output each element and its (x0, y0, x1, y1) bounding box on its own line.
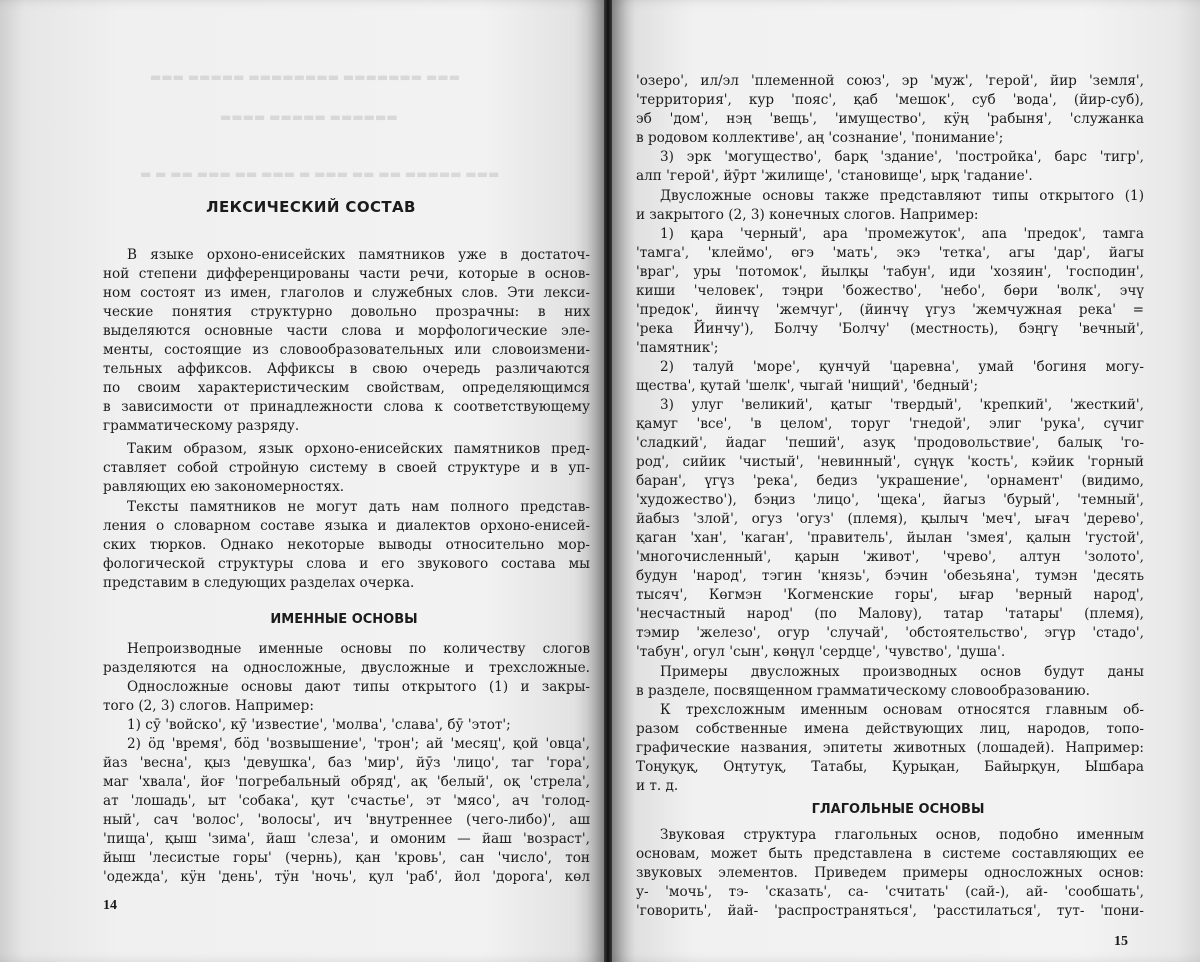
text-line: 'художество'), бэңиз 'лицо', 'щека', йагыз 'бурый', 'темный', (636, 492, 1144, 508)
text-line: разделяются на односложные, двусложные и трехсложные. (103, 660, 590, 676)
text-line: тельных аффиксов. Аффиксы в свою очередь различаются (103, 361, 590, 377)
text-line: Звуковая структура глагольных основ, подобно именным (660, 827, 1144, 843)
text-line: ления о словарном составе языка и диалектов орхоно-енисей- (103, 518, 590, 534)
text-line: в родовом коллективе', аң 'сознание', 'понимание'; (636, 130, 1004, 146)
text-line: фологической структуры слова и его звукового состава мы (103, 556, 590, 572)
text-line: Тексты памятников не могут дать нам полного представ- (127, 499, 590, 515)
text-line: 'несчастный народ' (по Малову), татар 'татары' (племя), (636, 606, 1144, 622)
text-line: 2) ӧд 'время', бӧд 'возвышение', 'трон'; ай 'месяц', қой 'овца', (127, 736, 590, 752)
text-line: 'враг', уры 'потомок', йылқы 'табун', иди 'хозяин', 'господин', (636, 264, 1144, 280)
text-line: 1) қара 'черный', ара 'промежуток', апа 'предок', тамга (660, 226, 1144, 242)
text-line: эб 'дом', нэң 'вещь', 'имущество', кӱң 'рабыня', 'служанка (636, 111, 1144, 127)
text-line: 'памятник'; (636, 340, 719, 356)
text-line: основам, может быть представлена в системе составляющих ее (636, 846, 1144, 862)
text-line: и т. д. (636, 778, 679, 794)
text-line: 'говорить', йай- 'распространяться', 'расстилаться', тут- 'пони- (636, 903, 1144, 919)
text-line: разом собственные имена действующих лиц, народов, топо- (636, 721, 1144, 737)
text-line: маг 'хвала', йоғ 'погребальный обряд', ақ 'белый', оқ 'стрела', (103, 774, 590, 790)
text-line: род', сийик 'чистый', 'невинный', сүңүк 'кость', кэйик 'горный (636, 454, 1144, 470)
text-line: ат 'лошадь', ыт 'собака', қут 'счастье', эт 'мясо', ач 'голод- (103, 793, 590, 809)
text-line: киши 'человек', тэңри 'божество', 'небо', бөри 'волк', эчү (636, 283, 1144, 299)
text-line: 'тамга', 'клеймо', өгэ 'мать', экэ 'тетка', агы 'дар', йагы (636, 245, 1144, 261)
text-line: Двусложные основы также представляют типы открытого (1) (660, 188, 1144, 204)
text-line: Односложные основы дают типы открытого (1) и закры- (127, 679, 590, 695)
text-line: щества', қутай 'шелк', чыгай 'нищий', 'бедный'; (636, 378, 979, 394)
text-line: К трехсложным именным основам относятся главным об- (660, 702, 1144, 718)
text-line: В языке орхоно-енисейских памятников уже в достаточ- (127, 247, 590, 263)
text-line: будун 'народ', тэгин 'князь', бэчин 'обезьяна', тумэн 'десять (636, 568, 1144, 584)
text-line: 'сладкий', йадаг 'пеший', азуқ 'продовольствие', балық 'го- (636, 435, 1144, 451)
show-through-text: ▬ ▬ ▬▬ ▬▬▬ ▬▬ ▬▬▬ ▬ ▬▬▬ ▬▬ ▬▬ ▬▬▬▬▬ ▬▬▬ (140, 167, 500, 181)
text-line: грамматическому разряду. (103, 418, 300, 434)
text-line: 'озеро', ил/эл 'племенной союз', эр 'муж', 'герой', йир 'земля', (636, 73, 1144, 89)
text-line: 'пища', қыш 'зима', йаш 'слеза', и омоним — йаш 'возраст', (103, 831, 590, 847)
text-line: 3) улуг 'великий', қатыг 'твердый', 'крепкий', 'жесткий', (660, 397, 1144, 413)
text-line: того (2, 3) слогов. Например: (103, 698, 314, 714)
text-line: и закрытого (2, 3) конечных слогов. Например: (636, 207, 979, 223)
text-line: ставляет собой стройную систему в своей структуре и в уп- (103, 460, 590, 476)
book-gutter (604, 0, 612, 962)
text-line: 'табун', огул 'сын', көңүл 'сердце', 'чувство', 'душа'. (636, 644, 1006, 660)
section-heading-lexical: ЛЕКСИЧЕСКИЙ СОСТАВ (206, 198, 416, 216)
show-through-text: ▬▬▬ ▬▬▬▬▬ ▬▬▬▬▬▬▬▬ ▬▬▬▬▬▬▬ ▬▬▬ (150, 70, 461, 84)
section-heading-nominal-stems: ИМЕННЫЕ ОСНОВЫ (270, 612, 418, 627)
page-number-right: 15 (1114, 934, 1128, 949)
text-line: графические названия, эпитеты животных (лошадей). Например: (636, 740, 1144, 756)
text-line: 2) талуй 'море', қунчуй 'царевна', умай 'богиня могу- (660, 359, 1144, 375)
text-line: ческие понятия структурно довольно прозрачны: в них (103, 304, 590, 320)
text-line: выделяются основные части слова и морфологические эле- (103, 323, 590, 339)
text-line: Примеры двусложных производных основ будут даны (660, 664, 1144, 680)
page-number-left: 14 (103, 898, 117, 913)
text-line: йаз 'весна', қыз 'девушка', баз 'мир', йӯз 'лицо', таг 'гора', (103, 755, 590, 771)
text-line: 'многочисленный', қарын 'живот', 'чрево', алтун 'золото', (636, 549, 1144, 565)
text-line: ном состоят из имен, глаголов и служебных слов. Эти лекси- (103, 285, 590, 301)
show-through-text: ▬▬▬▬ ▬▬▬▬▬ ▬▬▬▬▬▬ (220, 110, 398, 124)
text-line: равляющих ею закономерностях. (103, 479, 345, 495)
text-line: баран', үгүз 'река', бедиз 'украшение', 'орнамент' (видимо, (636, 473, 1144, 489)
text-line: тэмир 'железо', огур 'случай', 'обстоятельство', эгүр 'стадо', (636, 625, 1144, 641)
section-heading-verbal-stems: ГЛАГОЛЬНЫЕ ОСНОВЫ (811, 802, 985, 817)
text-line: звуковых элементов. Приведем примеры односложных основ: (636, 865, 1144, 881)
text-line: йыш 'лесистые горы' (чернь), қан 'кровь', сан 'число', тон (103, 850, 590, 866)
text-line: ских тюрков. Однако некоторые выводы относительно мор- (103, 537, 590, 553)
text-line: тысяч', Көгмэн 'Когменские горы', ығар 'верный народ', (636, 587, 1144, 603)
text-line: в зависимости от принадлежности слова к соответствующему (103, 399, 590, 415)
text-line: йабыз 'злой', огуз 'огуз' (племя), қылыч 'меч', ығач 'дерево', (636, 511, 1144, 527)
text-line: қаган 'хан', 'каган', 'правитель', йылан 'змея', қалын 'густой', (636, 530, 1144, 546)
text-line: у- 'мочь', тэ- 'сказать', са- 'считать' (сай-), ай- 'сообшать', (636, 884, 1144, 900)
text-line: 3) эрк 'могущество', барқ 'здание', 'постройка', барс 'тигр', (660, 149, 1144, 165)
text-line: 'территория', кур 'пояс', қаб 'мешок', суб 'вода', (йир-суб), (636, 92, 1144, 108)
text-line: ной степени дифференцированы части речи, которые в основ- (103, 266, 590, 282)
text-line: в разделе, посвященном грамматическому словообразованию. (636, 683, 1090, 699)
text-line: по своим характеристическим свойствам, определяющимся (103, 380, 590, 396)
text-line: ный', сач 'волос', 'волосы', ич 'внутреннее (чего-либо)', аш (103, 812, 590, 828)
text-line: Тоңуқуқ, Оңтутуқ, Татабы, Қурықан, Байырқун, Ышбара (636, 759, 1144, 775)
text-line: 'одежда', кӱн 'день', тӱн 'ночь', қул 'раб', йол 'дорога', көл (103, 869, 590, 885)
text-line: Непроизводные именные основы по количеству слогов (127, 641, 590, 657)
text-line: алп 'герой', йӯрт 'жилище', 'становище', ырқ 'гадание'. (636, 168, 1033, 184)
text-line: менты, состоящие из словообразовательных или словоизмени- (103, 342, 590, 358)
text-line: 'предок', йинчү 'жемчуг', (йинчү үгуз 'жемчужная река' = (636, 302, 1144, 318)
right-page (612, 0, 1200, 962)
text-line: 'река Йинчу'), Болчу 'Болчу' (местность), бэңгү 'вечный', (636, 321, 1144, 337)
text-line: 1) сӯ 'войско', кӯ 'известие', 'молва', 'слава', бӯ 'этот'; (127, 717, 511, 733)
text-line: Таким образом, язык орхоно-енисейских памятников пред- (127, 441, 590, 457)
text-line: представим в следующих разделах очерка. (103, 575, 415, 591)
text-line: қамуг 'все', 'в целом', торуг 'гнедой', элиг 'рука', сүчиг (636, 416, 1144, 432)
